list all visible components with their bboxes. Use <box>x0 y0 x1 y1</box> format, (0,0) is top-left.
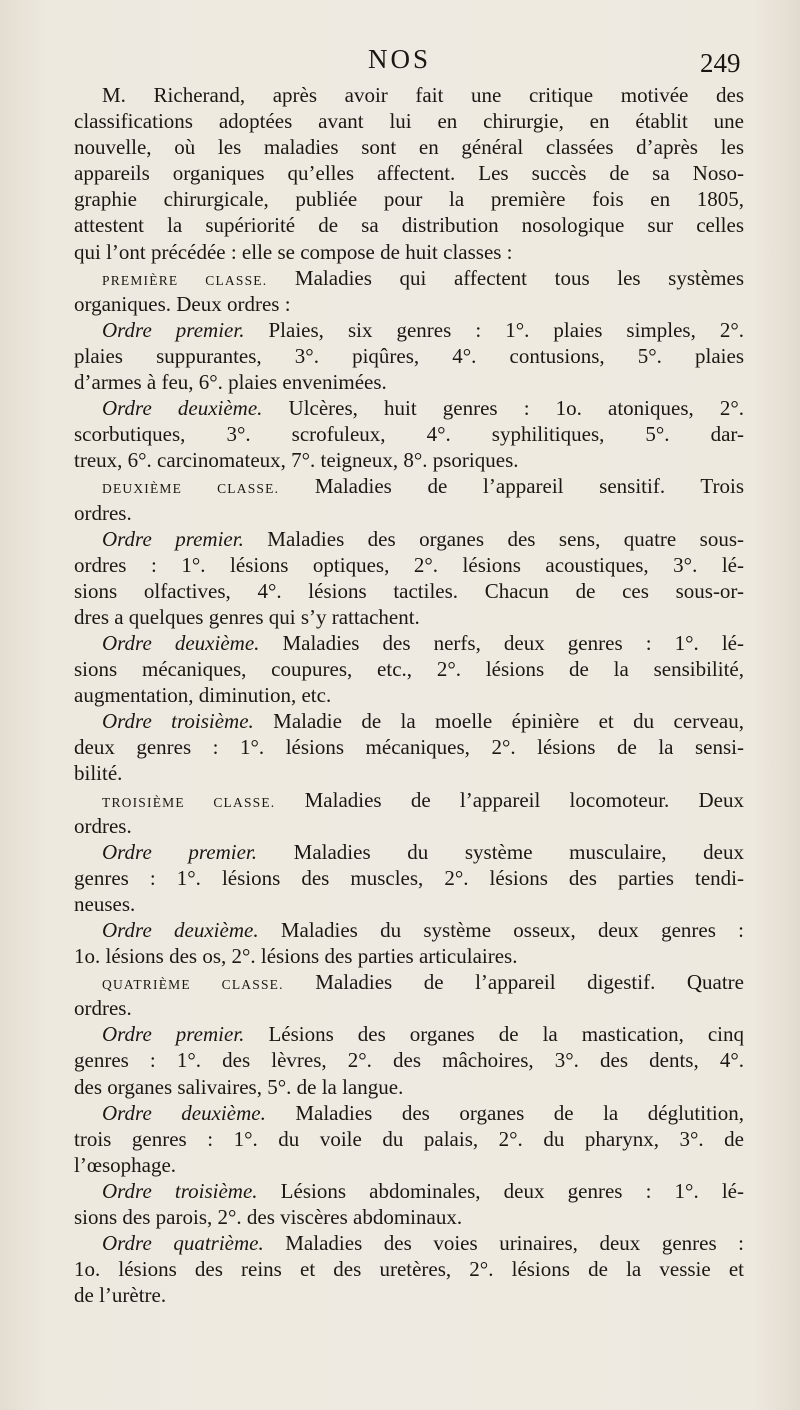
order-heading: Ordre deuxième. <box>102 1100 266 1125</box>
text-line <box>74 1178 744 1204</box>
order-heading: Ordre deuxième. <box>102 918 259 942</box>
text-line <box>74 239 744 265</box>
text-line <box>74 1230 744 1256</box>
text-line <box>74 969 744 995</box>
line-text: ordres. <box>74 996 132 1021</box>
line-text: Maladies de l’appareil digestif. Quatre <box>283 970 744 995</box>
text-line <box>74 708 744 734</box>
line-text: ordres : 1°. lésions optiques, 2°. lésions acoustiques, 3°. lé- <box>74 552 744 577</box>
line-text: ordres. <box>74 813 132 838</box>
text-line <box>74 343 744 369</box>
line-text: Maladies qui affectent tous les systèmes <box>267 265 744 290</box>
class-heading: DEUXIÈME CLASSE. <box>102 481 280 497</box>
text-line <box>74 447 744 473</box>
line-text: ordres. <box>74 500 132 525</box>
running-head-title: NOS <box>368 44 432 74</box>
text-line <box>74 108 744 134</box>
text-line <box>74 682 744 708</box>
order-heading: Ordre premier. <box>102 317 245 342</box>
text-line <box>74 395 744 421</box>
text-line <box>74 160 744 186</box>
class-heading: PREMIÈRE CLASSE. <box>102 272 268 288</box>
text-line <box>74 1126 744 1152</box>
text-line <box>74 473 744 499</box>
text-line <box>74 760 744 786</box>
text-line <box>74 1021 744 1047</box>
line-text: 1o. lésions des os, 2°. lésions des parties articulaires. <box>74 944 518 969</box>
line-text: treux, 6°. carcinomateux, 7°. teigneux, 8°. psoriques. <box>74 448 519 473</box>
text-line <box>74 865 744 891</box>
class-heading: TROISIÈME CLASSE. <box>102 794 276 810</box>
text-line <box>74 552 744 578</box>
text-line <box>74 1204 744 1230</box>
text-line <box>74 134 744 160</box>
text-line <box>74 917 744 943</box>
text-line <box>74 1282 744 1308</box>
order-heading: Ordre premier. <box>102 1022 245 1047</box>
line-text: l’œsophage. <box>74 1152 177 1177</box>
text-line <box>74 291 744 317</box>
line-text: 1o. lésions des reins et des uretères, 2°. lésions de la vessie et <box>74 1257 744 1282</box>
line-text: deux genres : 1°. lésions mécaniques, 2°. lésions de la sensi- <box>74 735 744 760</box>
text-line <box>74 82 744 108</box>
line-text: M. Richerand, après avoir fait une critique motivée des <box>102 83 744 107</box>
line-text: Maladie de la moelle épinière et du cerveau, <box>253 709 744 734</box>
text-line <box>74 212 744 238</box>
text-line <box>74 186 744 212</box>
text-line <box>74 369 744 395</box>
line-text: Maladies de l’appareil sensitif. Trois <box>279 474 745 499</box>
text-line <box>74 813 744 839</box>
line-text: Lésions abdominales, deux genres : 1°. lé- <box>257 1178 744 1203</box>
line-text: Ulcères, huit genres : 1o. atoniques, 2°. <box>262 396 744 421</box>
text-line <box>74 526 744 552</box>
text-line <box>74 578 744 604</box>
line-text: sions des parois, 2°. des viscères abdominaux. <box>74 1205 463 1230</box>
text-line <box>74 656 744 682</box>
order-heading: Ordre troisième. <box>102 1178 258 1203</box>
text-line <box>74 1152 744 1178</box>
order-heading: Ordre premier. <box>102 526 244 551</box>
text-line <box>74 943 744 969</box>
line-text: plaies suppurantes, 3°. piqûres, 4°. contusions, 5°. plaies <box>74 343 744 368</box>
line-text: Maladies des organes des sens, quatre sous- <box>243 526 744 551</box>
text-line <box>74 1074 744 1100</box>
text-line <box>74 734 744 760</box>
line-text: graphie chirurgicale, publiée pour la première fois en 1805, <box>74 187 744 212</box>
text-line <box>74 839 744 865</box>
line-text: Maladies des organes de la déglutition, <box>265 1100 744 1125</box>
line-text: Maladies des voies urinaires, deux genres : <box>263 1231 744 1256</box>
text-line <box>74 1100 744 1126</box>
text-line <box>74 630 744 656</box>
running-head <box>0 44 800 80</box>
body-text <box>74 82 744 1308</box>
line-text: des organes salivaires, 5°. de la langue. <box>74 1074 404 1099</box>
page-number: 249 <box>700 48 741 78</box>
line-text: Maladies des nerfs, deux genres : 1°. lé- <box>259 630 744 655</box>
line-text: genres : 1°. des lèvres, 2°. des mâchoires, 3°. des dents, 4°. <box>74 1048 744 1073</box>
line-text: qui l’ont précédée : elle se compose de huit classes : <box>74 239 513 264</box>
line-text: nouvelle, où les maladies sont en général classées d’après les <box>74 135 744 160</box>
order-heading: Ordre quatrième. <box>102 1231 264 1256</box>
order-heading: Ordre deuxième. <box>102 630 260 655</box>
text-line <box>74 421 744 447</box>
line-text: Maladies de l’appareil locomoteur. Deux <box>275 787 744 812</box>
text-line <box>74 891 744 917</box>
line-text: bilité. <box>74 761 123 786</box>
line-text: dres a quelques genres qui s’y rattachent. <box>74 604 420 629</box>
line-text: augmentation, diminution, etc. <box>74 683 332 708</box>
order-heading: Ordre premier. <box>102 839 258 864</box>
line-text: scorbutiques, 3°. scrofuleux, 4°. syphilitiques, 5°. dar- <box>74 422 744 447</box>
line-text: classifications adoptées avant lui en chirurgie, en établit une <box>74 109 744 134</box>
line-text: de l’urètre. <box>74 1283 167 1308</box>
text-line <box>74 995 744 1021</box>
line-text: sions olfactives, 4°. lésions tactiles. Chacun de ces sous-or- <box>74 578 744 603</box>
line-text: d’armes à feu, 6°. plaies envenimées. <box>74 370 387 395</box>
line-text: organiques. Deux ordres : <box>74 291 291 316</box>
order-heading: Ordre troisième. <box>102 709 254 734</box>
text-line <box>74 317 744 343</box>
line-text: attestent la supériorité de sa distribution nosologique sur celles <box>74 213 744 238</box>
text-line <box>74 1047 744 1073</box>
order-heading: Ordre deuxième. <box>102 396 263 421</box>
line-text: genres : 1°. lésions des muscles, 2°. lésions des parties tendi- <box>74 865 744 890</box>
text-line <box>74 500 744 526</box>
line-text: Maladies du système musculaire, deux <box>257 839 744 864</box>
line-text: Lésions des organes de la mastication, cinq <box>244 1022 744 1047</box>
line-text: Maladies du système osseux, deux genres : <box>258 918 744 942</box>
text-line <box>74 787 744 813</box>
line-text: Plaies, six genres : 1°. plaies simples, 2°. <box>244 317 745 342</box>
text-line <box>74 1256 744 1282</box>
line-text: appareils organiques qu’elles affectent. Les succès de sa Noso- <box>74 161 744 186</box>
line-text: trois genres : 1°. du voile du palais, 2°. du pharynx, 3°. de <box>74 1126 744 1151</box>
text-line <box>74 604 744 630</box>
text-line <box>74 265 744 291</box>
line-text: neuses. <box>74 891 136 916</box>
class-heading: QUATRIÈME CLASSE. <box>102 977 284 993</box>
line-text: sions mécaniques, coupures, etc., 2°. lésions de la sensibilité, <box>74 657 744 682</box>
